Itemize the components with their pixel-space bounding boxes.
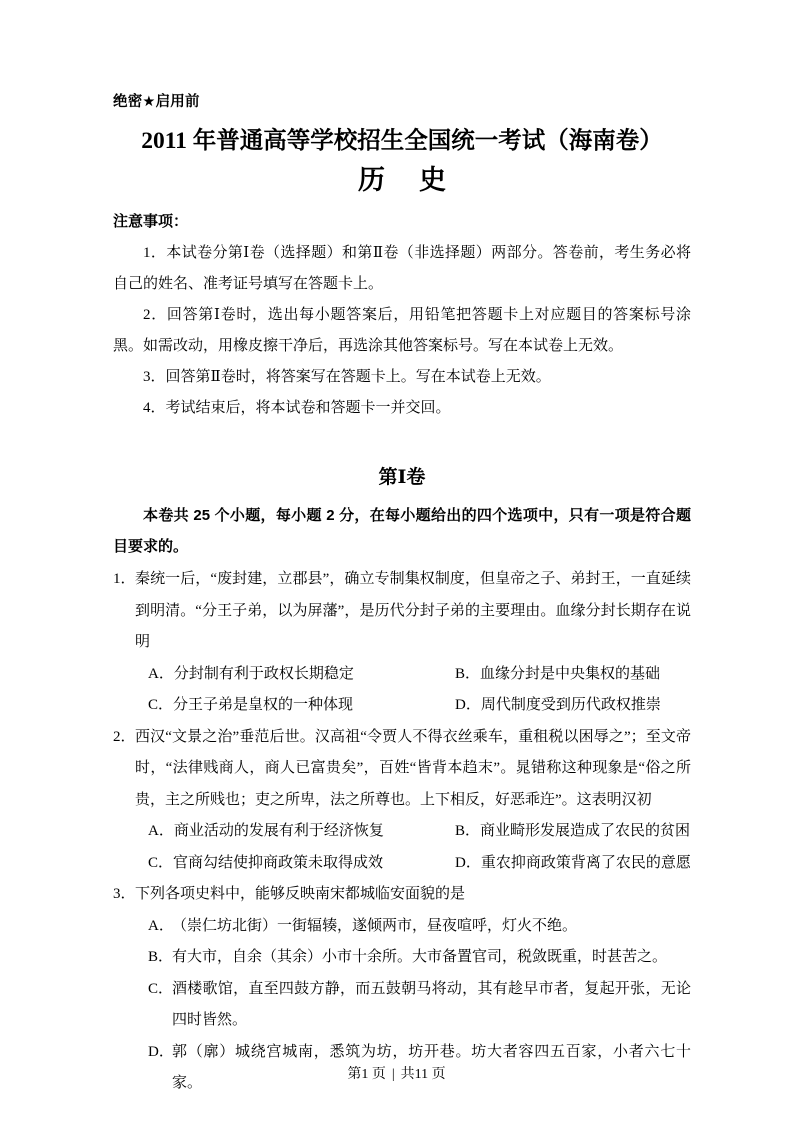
question-3-stem-wrap bbox=[113, 879, 691, 911]
notices-heading: 注意事项： bbox=[113, 213, 189, 230]
question-1-option-c[interactable] bbox=[148, 690, 353, 722]
subject-title-char-2: 史 bbox=[419, 165, 446, 195]
question-1-options-row-1 bbox=[148, 659, 691, 691]
question-3-option-d-label: D． bbox=[148, 1043, 174, 1060]
question-1-option-d-label: D． bbox=[455, 697, 481, 713]
question-1-option-b[interactable] bbox=[455, 659, 660, 691]
question-2-option-a-text: 商业活动的发展有利于经济恢复 bbox=[173, 823, 384, 839]
question-1-option-b-text: 血缘分封是中央集权的基础 bbox=[480, 665, 661, 682]
question-3-option-b[interactable] bbox=[148, 942, 691, 974]
question-3-option-b-label: B． bbox=[148, 949, 174, 965]
question-2-option-c-label: C． bbox=[148, 854, 174, 871]
question-3-option-a[interactable] bbox=[148, 911, 691, 943]
page-footer bbox=[0, 1065, 793, 1085]
question-2-stem: 西汉“文景之治”垂范后世。汉高祖“令贾人不得衣丝乘车，重租税以困辱之”；至文帝时，“法律贱商人，商人已富贵矣”，百姓“皆背本趋末”。晁错称这种现象是“俗之所贵，主之所贱也；吏之所卑，法之所尊也。上下相反，好恶乖迕”。这表明汉初 bbox=[135, 728, 691, 808]
section-instructions: 本卷共 25 个小题，每小题 2 分，在每小题给出的四个选项中，只有一项是符合题目要求的。 bbox=[113, 507, 691, 555]
question-2-options-row-1 bbox=[148, 816, 691, 848]
question-2 bbox=[113, 722, 691, 880]
question-1 bbox=[113, 564, 691, 722]
question-1-options bbox=[113, 659, 691, 722]
notice-item-4: 4．考试结束后，将本试卷和答题卡一并交回。 bbox=[143, 400, 451, 416]
question-1-option-a-label: A． bbox=[148, 665, 174, 682]
notice-item-2: 2．回答第Ⅰ卷时，选出每小题答案后，用铅笔把答题卡上对应题目的答案标号涂黑。如需改动，用橡皮擦干净后，再选涂其他答案标号。写在本试卷上无效。 bbox=[113, 307, 691, 354]
question-3-option-a-label: A． bbox=[148, 917, 174, 934]
question-1-option-d[interactable] bbox=[455, 690, 661, 722]
question-1-option-b-label: B． bbox=[455, 665, 481, 682]
question-2-option-b-label: B． bbox=[455, 823, 481, 839]
question-1-number: 1． bbox=[113, 571, 136, 587]
footer-total-pages: 共11 页 bbox=[400, 1067, 446, 1082]
question-2-option-d-label: D． bbox=[455, 854, 481, 871]
question-1-option-c-text: 分王子弟是皇权的一种体现 bbox=[173, 697, 354, 713]
question-1-option-a[interactable] bbox=[148, 659, 354, 691]
page-content bbox=[113, 92, 691, 1100]
question-2-options-row-2 bbox=[148, 848, 691, 880]
question-3-number: 3． bbox=[113, 886, 136, 902]
section-title-part-1: 第Ⅰ卷 bbox=[378, 467, 426, 488]
question-1-option-c-label: C． bbox=[148, 697, 174, 713]
notice-item-3: 3．回答第Ⅱ卷时，将答案写在答题卡上。写在本试卷上无效。 bbox=[143, 369, 551, 385]
question-2-option-a-label: A． bbox=[148, 823, 174, 839]
question-3-option-c-text: 酒楼歌馆，直至四鼓方静，而五鼓朝马将动，其有趁早市者，复起开张，无论四时皆然。 bbox=[172, 980, 691, 1028]
question-1-option-d-text: 周代制度受到历代政权推崇 bbox=[480, 697, 661, 713]
footer-separator: | bbox=[391, 1067, 395, 1082]
question-1-stem: 秦统一后，“废封建，立郡县”，确立专制集权制度，但皇帝之子、弟封王，一直延续到明清。“分王子弟，以为屏藩”，是历代分封子弟的主要理由。血缘分封长期存在说明 bbox=[135, 571, 691, 650]
question-2-option-b[interactable] bbox=[455, 816, 690, 848]
confidential-notice: 绝密★启用前 bbox=[113, 94, 200, 110]
question-3-option-c-label: C． bbox=[148, 980, 174, 997]
subject-title-char-1: 历 bbox=[358, 165, 385, 195]
question-3-option-b-text: 有大市，自余（其余）小市十余所。大市备置官司，税敛既重，时甚苦之。 bbox=[172, 949, 668, 965]
question-3-option-c[interactable] bbox=[148, 974, 691, 1037]
question-2-option-d-text: 重农抑商政策背离了农民的意愿 bbox=[480, 854, 691, 871]
question-2-option-b-text: 商业畸形发展造成了农民的贫困 bbox=[480, 823, 691, 839]
question-1-stem-wrap bbox=[113, 564, 691, 659]
question-1-option-a-text: 分封制有利于政权长期稳定 bbox=[173, 665, 354, 682]
question-3-option-d-text: 郭（廓）城绕宫城南，悉筑为坊，坊开巷。坊大者容四五百家，小者六七十家。 bbox=[172, 1043, 691, 1091]
question-2-option-c-text: 官商勾结使抑商政策未取得成效 bbox=[173, 854, 384, 871]
question-2-number: 2． bbox=[113, 728, 136, 745]
notice-item-1: 1．本试卷分第Ⅰ卷（选择题）和第Ⅱ卷（非选择题）两部分。答卷前，考生务必将自己的姓名、准考证号填写在答题卡上。 bbox=[113, 245, 691, 292]
question-3-stem: 下列各项史料中，能够反映南宋都城临安面貌的是 bbox=[135, 886, 466, 902]
subject-title bbox=[113, 162, 691, 198]
question-1-options-row-2 bbox=[148, 690, 691, 722]
question-2-options bbox=[113, 816, 691, 879]
footer-current-page: 第1 页 bbox=[347, 1067, 386, 1082]
question-2-option-a[interactable] bbox=[148, 816, 384, 848]
question-2-option-d[interactable] bbox=[455, 848, 691, 880]
page-title: 2011 年普通高等学校招生全国统一考试（海南卷） bbox=[141, 128, 663, 154]
question-3-option-a-text: （崇仁坊北街）一街辐辏，遂倾两市，昼夜喧呼，灯火不绝。 bbox=[172, 917, 578, 934]
question-2-option-c[interactable] bbox=[148, 848, 383, 880]
question-2-stem-wrap bbox=[113, 722, 691, 817]
